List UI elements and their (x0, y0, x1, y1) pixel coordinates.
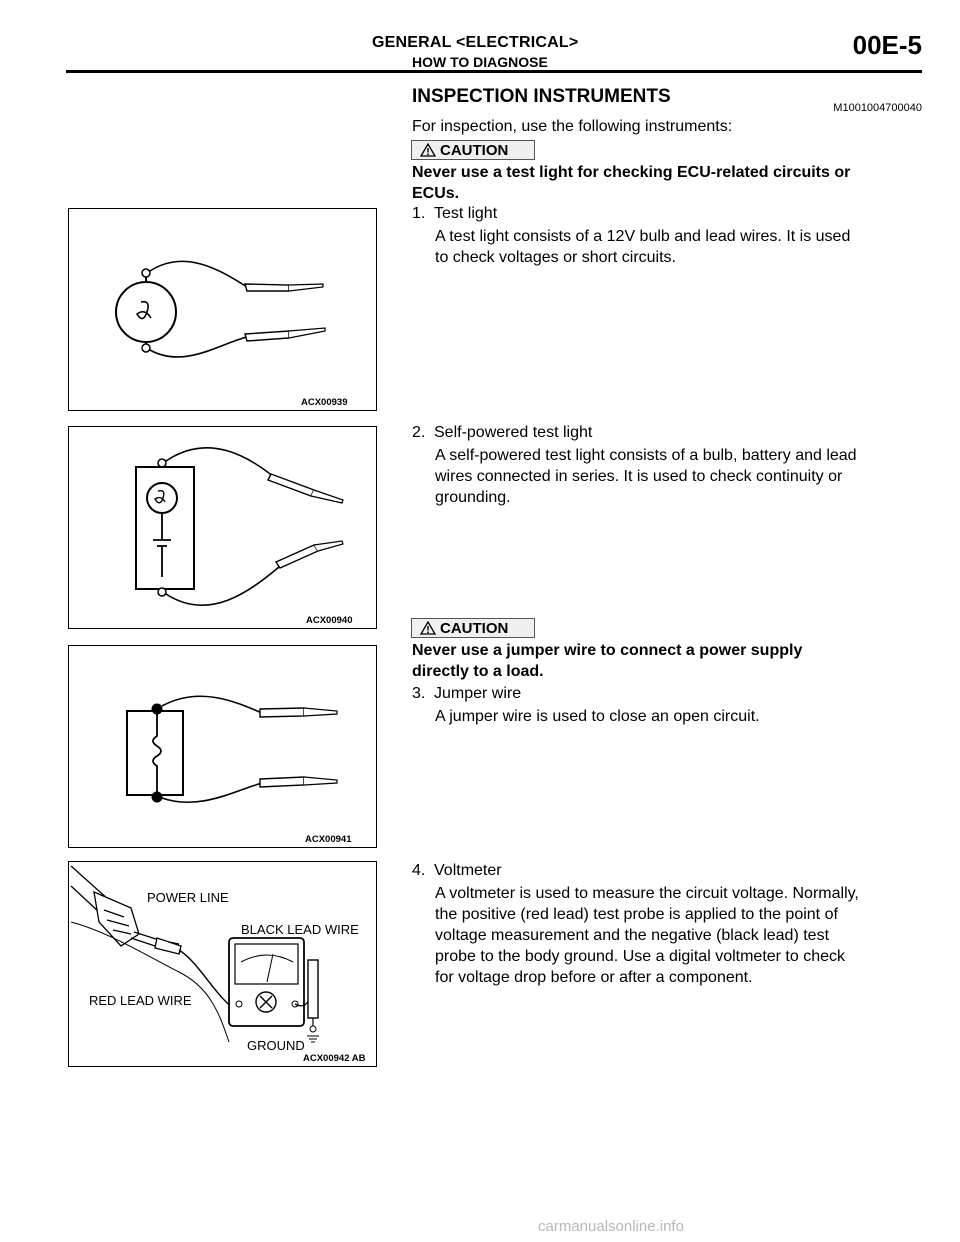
battery-icon (153, 513, 171, 577)
caution-text-line: Never use a test light for checking ECU-related circuits or (412, 164, 851, 181)
caution-box (411, 140, 535, 160)
jumper-wire-diagram (69, 646, 376, 847)
list-item-desc: grounding. (435, 489, 511, 506)
caution-text-line: directly to a load. (412, 663, 544, 680)
caution-label: CAUTION (440, 141, 509, 159)
section-code: M1001004700040 (833, 102, 922, 114)
probe-icon (308, 960, 318, 1032)
list-item-desc: probe to the body ground. Use a digital voltmeter to check (435, 948, 846, 965)
figure-jumper-wire (68, 645, 377, 848)
list-item-title: 3. Jumper wire (412, 685, 522, 702)
figure-code: ACX00940 (306, 615, 353, 626)
figure-code: ACX00942 AB (303, 1053, 366, 1064)
probe-icon (276, 541, 343, 568)
list-item-title: 1. Test light (412, 205, 498, 222)
list-item-desc: to check voltages or short circuits. (435, 249, 676, 266)
list-item-desc: A test light consists of a 12V bulb and lead wires. It is used (435, 228, 851, 245)
label-black-lead-wire: BLACK LEAD WIRE (241, 922, 359, 937)
probe-icon (260, 777, 337, 787)
figure-test-light (68, 208, 377, 411)
self-powered-test-light-diagram (69, 427, 376, 628)
list-item-desc: wires connected in series. It is used to check continuity or (435, 468, 843, 485)
list-item-title: 2. Self-powered test light (412, 424, 593, 441)
figure-code: ACX00941 (305, 834, 352, 845)
probe-icon (260, 708, 337, 717)
ground-icon (307, 1036, 319, 1042)
section-title: INSPECTION INSTRUMENTS (412, 86, 671, 107)
section-intro: For inspection, use the following instruments: (412, 118, 733, 135)
probe-icon (268, 474, 343, 503)
list-item-desc: A jumper wire is used to close an open circuit. (435, 708, 760, 725)
list-item-desc: for voltage drop before or after a component. (435, 969, 753, 986)
caution-text-line: ECUs. (412, 185, 460, 202)
list-item-title: 4. Voltmeter (412, 862, 502, 879)
figure-voltmeter (68, 861, 377, 1067)
label-ground: GROUND (247, 1038, 305, 1053)
label-power-line: POWER LINE (147, 890, 229, 905)
caution-box (411, 618, 535, 638)
caution-text-line: Never use a jumper wire to connect a power supply (412, 642, 803, 659)
figure-code: ACX00939 (301, 397, 348, 408)
header-section-title: GENERAL <ELECTRICAL> (372, 34, 579, 51)
label-red-lead-wire: RED LEAD WIRE (89, 993, 192, 1008)
list-item-desc: voltage measurement and the negative (black lead) test (435, 927, 830, 944)
list-item-desc: A voltmeter is used to measure the circuit voltage. Normally, (435, 885, 859, 902)
probe-icon (245, 284, 323, 291)
warning-icon (420, 621, 436, 635)
list-item-desc: the positive (red lead) test probe is applied to the point of (435, 906, 838, 923)
voltmeter-icon (229, 938, 304, 1026)
figure-self-powered-test-light (68, 426, 377, 629)
header-rule (66, 70, 922, 73)
probe-icon (245, 328, 325, 341)
warning-icon (420, 143, 436, 157)
connector-icon (71, 866, 181, 954)
header-subsection-title: HOW TO DIAGNOSE (412, 54, 548, 70)
caution-label: CAUTION (440, 619, 509, 637)
voltmeter-diagram (69, 862, 376, 1066)
fuse-icon (153, 709, 161, 797)
list-item-desc: A self-powered test light consists of a bulb, battery and lead (435, 447, 857, 464)
page-number: 00E-5 (852, 30, 922, 60)
footer-watermark: carmanualsonline.info (538, 1218, 684, 1235)
test-light-diagram (69, 209, 376, 410)
